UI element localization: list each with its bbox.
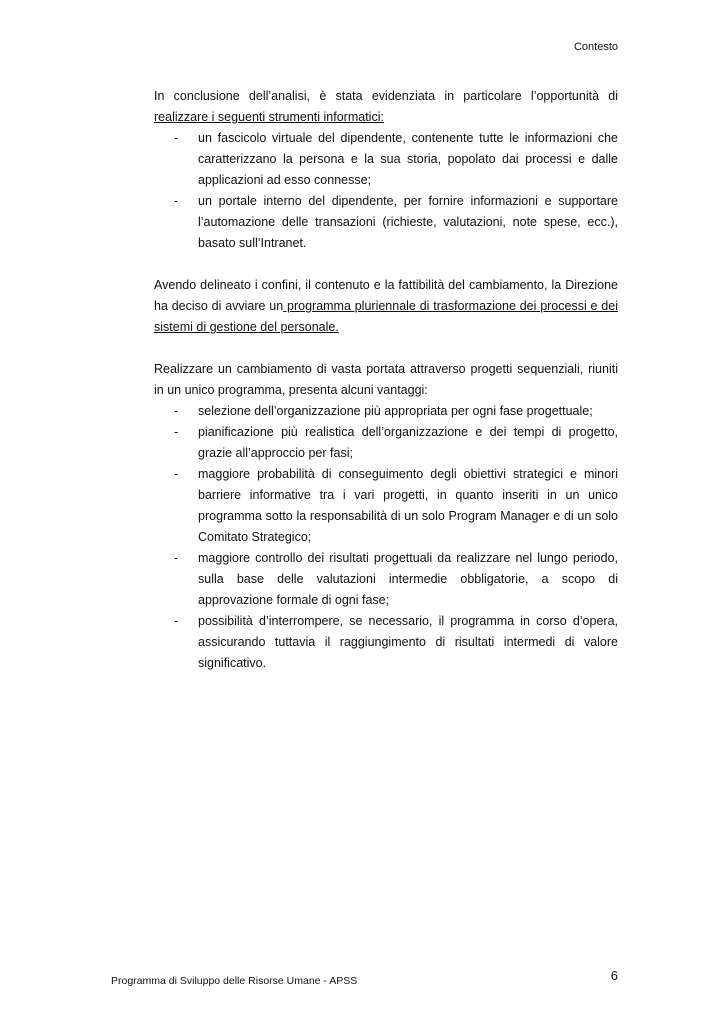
list-item-text: selezione dell’organizzazione più appropriata per ogni fase progettuale; — [198, 404, 593, 418]
dash-bullet: - — [174, 614, 179, 628]
dash-bullet: - — [174, 131, 179, 145]
paragraph-direction-underlined: programma pluriennale di trasformazione dei processi e dei sistemi di gestione del personale. — [154, 299, 618, 334]
paragraph-conclusion-text: In conclusione dell’analisi, è stata evidenziata in particolare l’opportunità di — [154, 89, 618, 103]
list-item-text: pianificazione più realistica dell’organizzazione e dei tempi di progetto, grazie all’approccio per fasi; — [198, 425, 618, 460]
paragraph-spacer — [154, 338, 618, 359]
list-tools — [154, 128, 618, 254]
dash-bullet: - — [174, 404, 179, 418]
paragraph-advantages: Realizzare un cambiamento di vasta portata attraverso progetti sequenziali, riuniti in un unico programma, presenta alcuni vantaggi: — [154, 362, 618, 397]
list-item-text: maggiore probabilità di conseguimento degli obiettivi strategici e minori barriere informative tra i vari progetti, in quanto inseriti in un unico programma sotto la responsabilità di un solo Program Manager e di un solo Comitato Strategico; — [198, 467, 618, 544]
list-item — [174, 464, 618, 548]
dash-bullet: - — [174, 194, 179, 208]
list-item — [174, 128, 618, 191]
dash-bullet: - — [174, 467, 179, 481]
dash-bullet: - — [174, 551, 179, 565]
list-advantages — [154, 401, 618, 674]
list-item-text: maggiore controllo dei risultati progettuali da realizzare nel lungo periodo, sulla base delle valutazioni intermedie obbligatorie, a scopo di approvazione formale di ogni fase; — [198, 551, 618, 607]
body-content — [154, 86, 618, 674]
footer-title: Programma di Sviluppo delle Risorse Umane - APSS — [111, 975, 358, 987]
dash-bullet: - — [174, 425, 179, 439]
paragraph-conclusion-underlined: realizzare i seguenti strumenti informatici: — [154, 110, 384, 124]
list-item — [174, 611, 618, 674]
list-item-text: possibilità d’interrompere, se necessario, il programma in corso d’opera, assicurando tuttavia il raggiungimento di risultati intermedi di valore significativo. — [198, 614, 618, 670]
running-header: Contesto — [573, 41, 618, 53]
list-item-text: un portale interno del dipendente, per fornire informazioni e supportare l’automazione delle transazioni (richieste, valutazioni, note spese, ecc.), basato sull’Intranet. — [198, 194, 618, 250]
paragraph-direction — [154, 275, 618, 338]
paragraph-direction-text: Avendo delineato i confini, il contenuto e la fattibilità del cambiamento, la Direzione ha deciso di avviare un — [154, 278, 618, 313]
paragraph-spacer — [154, 254, 618, 275]
list-item — [174, 191, 618, 254]
list-item — [174, 548, 618, 611]
page-number: 6 — [610, 968, 618, 983]
list-item-text: un fascicolo virtuale del dipendente, contenente tutte le informazioni che caratterizzano la persona e la sua storia, popolato dai processi e dalle applicazioni ad esso connesse; — [198, 131, 618, 187]
list-item — [174, 401, 618, 422]
paragraph-conclusion — [154, 86, 618, 128]
list-item — [174, 422, 618, 464]
